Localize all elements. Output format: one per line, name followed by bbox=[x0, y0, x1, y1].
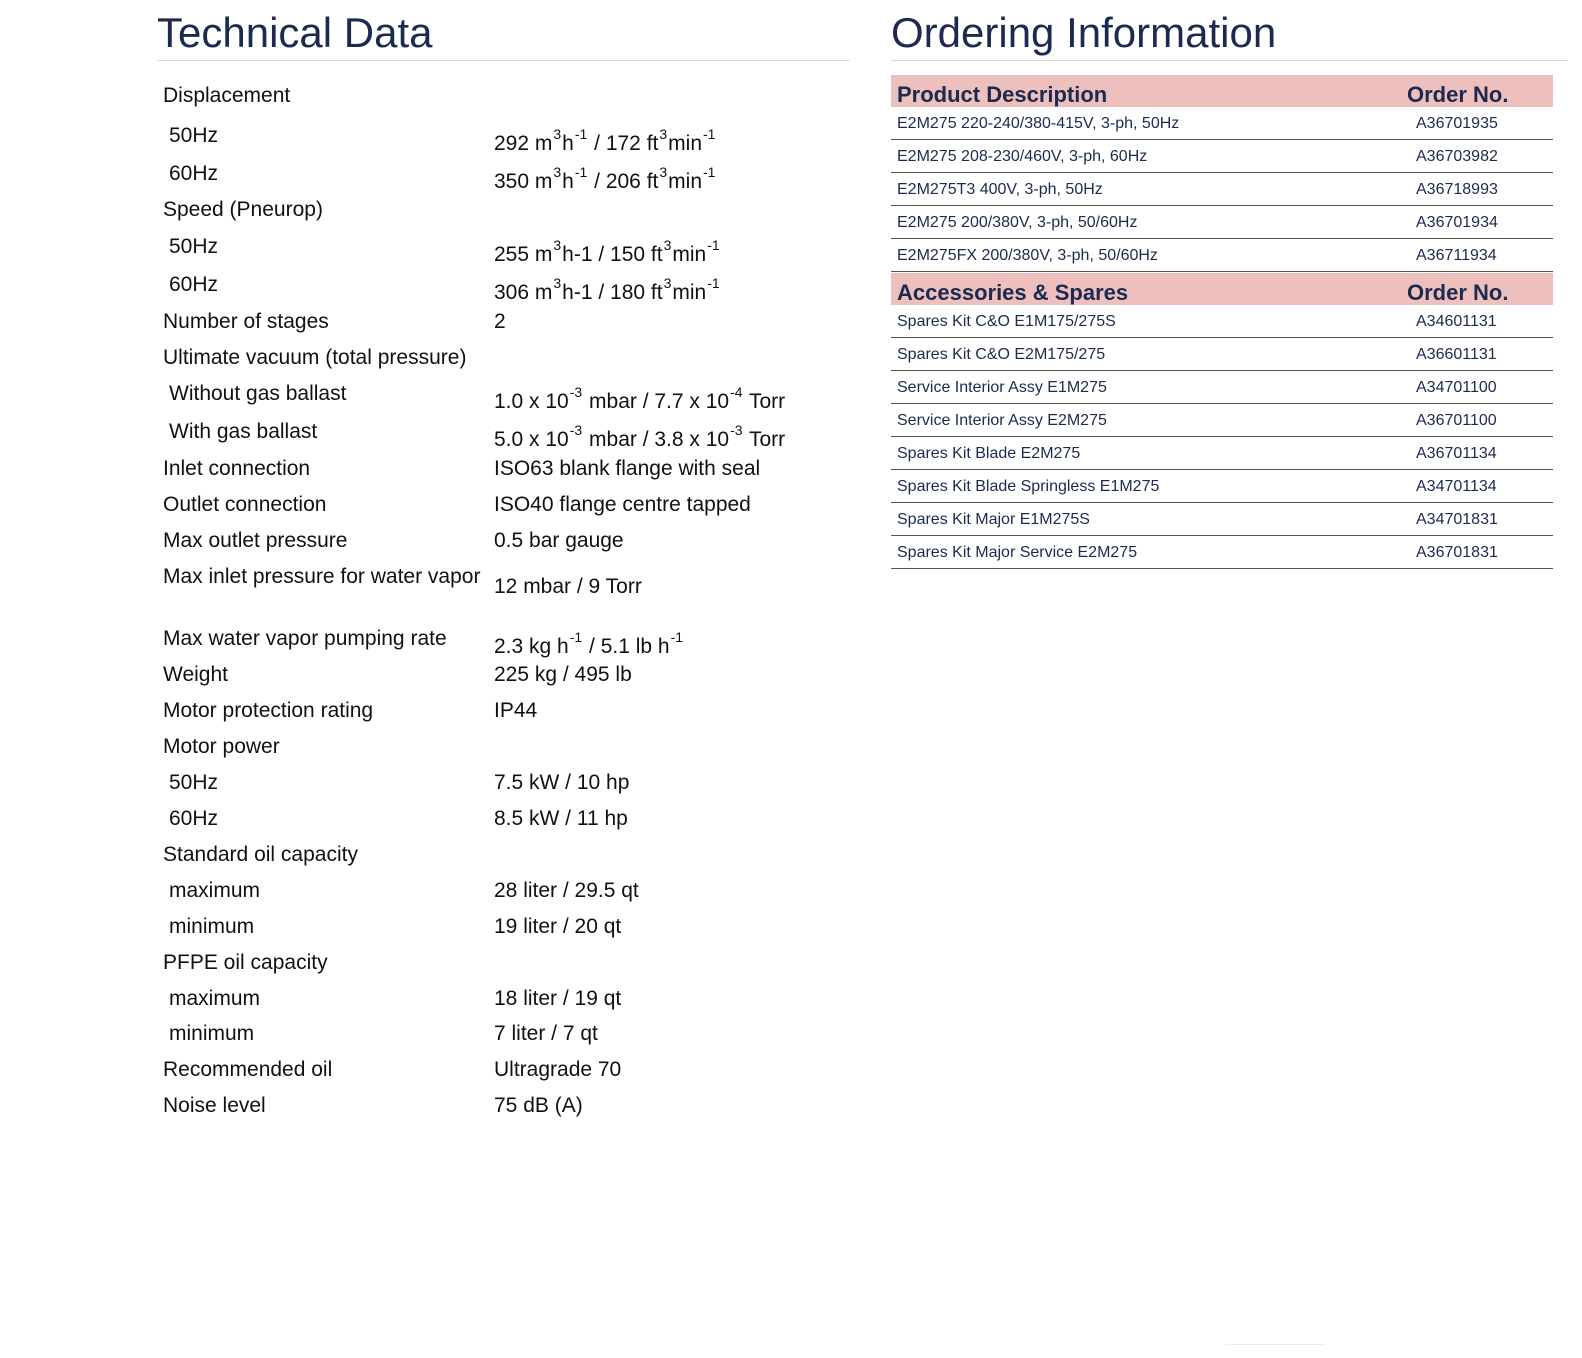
order-description: Spares Kit Major E1M275S bbox=[897, 511, 1090, 528]
product-table bbox=[891, 75, 1553, 272]
order-row bbox=[891, 107, 1553, 140]
spec-label: Max water vapor pumping rate bbox=[163, 627, 447, 650]
spec-label: Displacement bbox=[163, 84, 291, 107]
order-description: E2M275 200/380V, 3-ph, 50/60Hz bbox=[897, 214, 1138, 231]
order-description: Spares Kit C&O E1M175/275S bbox=[897, 313, 1116, 330]
spec-value: Ultragrade 70 bbox=[494, 1058, 622, 1081]
spec-label: Outlet connection bbox=[163, 493, 327, 516]
order-description: E2M275T3 400V, 3-ph, 50Hz bbox=[897, 181, 1103, 198]
spec-label: maximum bbox=[169, 987, 261, 1010]
order-number: A36701935 bbox=[1416, 115, 1498, 132]
order-row bbox=[891, 140, 1553, 173]
order-row bbox=[891, 239, 1553, 272]
spec-value: 2.3 kg $h^{-1} / 5.1$ lb $h^{-1}$ bbox=[494, 629, 684, 658]
spec-label: Inlet connection bbox=[163, 457, 311, 480]
order-row bbox=[891, 503, 1553, 536]
accessories-table bbox=[891, 273, 1553, 569]
spec-label: Max outlet pressure bbox=[163, 529, 348, 552]
order-row bbox=[891, 338, 1553, 371]
spec-label: minimum bbox=[169, 915, 255, 938]
spec-label: Without gas ballast bbox=[169, 382, 347, 405]
spec-label: 50Hz bbox=[169, 124, 219, 147]
order-number: A34701100 bbox=[1416, 379, 1497, 396]
order-description: Service Interior Assy E1M275 bbox=[897, 379, 1107, 396]
spec-value: 292 $m^3h^{-1} / 172$ $ft^3\min^{-1}$ bbox=[494, 126, 716, 155]
order-number-header: Order No. bbox=[1407, 82, 1509, 107]
spec-value: 0.5 bar gauge bbox=[494, 529, 624, 552]
decorative-line bbox=[1225, 1344, 1325, 1345]
product-description-header: Product Description bbox=[897, 82, 1108, 107]
order-description: Service Interior Assy E2M275 bbox=[897, 412, 1107, 429]
spec-value: 19 liter / 20 qt bbox=[494, 915, 622, 938]
spec-value: 1.0 x $10^{-3}$ mbar / 7.7 x $10^{-4}$ Torr bbox=[494, 384, 786, 413]
order-description: Spares Kit Blade Springless E1M275 bbox=[897, 478, 1160, 495]
accessories-table-header bbox=[891, 273, 1553, 305]
order-number: A36701934 bbox=[1416, 214, 1498, 231]
order-description: E2M275 208-230/460V, 3-ph, 60Hz bbox=[897, 148, 1148, 165]
technical-data-title: Technical Data bbox=[157, 9, 433, 56]
ordering-information-title: Ordering Information bbox=[891, 9, 1277, 56]
order-number: A36718993 bbox=[1416, 181, 1498, 198]
product-table-header bbox=[891, 75, 1553, 107]
technical-data-divider bbox=[157, 60, 850, 61]
spec-label: Max inlet pressure for water vapor bbox=[163, 565, 481, 588]
spec-value: 2 bbox=[494, 310, 506, 333]
spec-label: Speed (Pneurop) bbox=[163, 198, 323, 221]
spec-value: 225 kg / 495 lb bbox=[494, 663, 632, 686]
spec-label: Ultimate vacuum (total pressure) bbox=[163, 346, 467, 369]
spec-value: 28 liter / 29.5 qt bbox=[494, 879, 639, 902]
order-row bbox=[891, 470, 1553, 503]
ordering-information-divider bbox=[891, 60, 1568, 61]
spec-value: 7.5 kW / 10 hp bbox=[494, 771, 630, 794]
spec-label: 60Hz bbox=[169, 273, 219, 296]
spec-label: Recommended oil bbox=[163, 1058, 333, 1081]
order-number: A34601131 bbox=[1416, 313, 1497, 330]
spec-value: 75 dB (A) bbox=[494, 1094, 583, 1117]
order-number: A34701134 bbox=[1416, 478, 1497, 495]
spec-label: 60Hz bbox=[169, 807, 219, 830]
spec-label: maximum bbox=[169, 879, 261, 902]
order-description: Spares Kit C&O E2M175/275 bbox=[897, 346, 1106, 363]
order-number: A36701831 bbox=[1416, 544, 1498, 561]
order-description: E2M275 220-240/380-415V, 3-ph, 50Hz bbox=[897, 115, 1180, 132]
spec-label: Number of stages bbox=[163, 310, 329, 333]
order-row bbox=[891, 437, 1553, 470]
order-description: E2M275FX 200/380V, 3-ph, 50/60Hz bbox=[897, 247, 1158, 264]
spec-label: 50Hz bbox=[169, 771, 219, 794]
order-row bbox=[891, 536, 1553, 569]
spec-value: 8.5 kW / 11 hp bbox=[494, 807, 628, 830]
order-row bbox=[891, 206, 1553, 239]
spec-label: Noise level bbox=[163, 1094, 266, 1117]
accessories-description-header: Accessories & Spares bbox=[897, 280, 1129, 305]
spec-label: Motor power bbox=[163, 735, 280, 758]
spec-value: ISO63 blank flange with seal bbox=[494, 457, 761, 480]
spec-value: IP44 bbox=[494, 699, 538, 722]
spec-value: 7 liter / 7 qt bbox=[494, 1022, 598, 1045]
order-row bbox=[891, 371, 1553, 404]
order-row bbox=[891, 305, 1553, 338]
spec-value: 18 liter / 19 qt bbox=[494, 987, 622, 1010]
spec-value: ISO40 flange centre tapped bbox=[494, 493, 751, 516]
spec-value: 350 $m^3h^{-1} / 206$ $ft^3\min^{-1}$ bbox=[494, 164, 716, 193]
order-number: A36601131 bbox=[1416, 346, 1497, 363]
spec-label: Motor protection rating bbox=[163, 699, 374, 722]
spec-label: minimum bbox=[169, 1022, 255, 1045]
spec-label: Weight bbox=[163, 663, 228, 686]
order-number: A36701134 bbox=[1416, 445, 1497, 462]
order-number: A36701100 bbox=[1416, 412, 1497, 429]
order-number: A34701831 bbox=[1416, 511, 1498, 528]
order-number: A36703982 bbox=[1416, 148, 1498, 165]
order-number: A36711934 bbox=[1416, 247, 1497, 264]
spec-label: With gas ballast bbox=[169, 420, 318, 443]
order-description: Spares Kit Blade E2M275 bbox=[897, 445, 1081, 462]
spec-value: 306 $m^3h-1 / 180$ $ft^3\min^{-1}$ bbox=[494, 275, 720, 304]
order-row bbox=[891, 404, 1553, 437]
spec-label: Standard oil capacity bbox=[163, 843, 358, 866]
spec-value: 5.0 x $10^{-3}$ mbar / 3.8 x $10^{-3}$ Torr bbox=[494, 422, 786, 451]
spec-value: 255 $m^3h-1 / 150$ $ft^3\min^{-1}$ bbox=[494, 237, 720, 266]
spec-label: PFPE oil capacity bbox=[163, 951, 328, 974]
spec-label: 50Hz bbox=[169, 235, 219, 258]
spec-label: 60Hz bbox=[169, 162, 219, 185]
spec-value: 12 mbar / 9 Torr bbox=[494, 575, 642, 598]
order-number-header: Order No. bbox=[1407, 280, 1509, 305]
order-description: Spares Kit Major Service E2M275 bbox=[897, 544, 1138, 561]
order-row bbox=[891, 173, 1553, 206]
